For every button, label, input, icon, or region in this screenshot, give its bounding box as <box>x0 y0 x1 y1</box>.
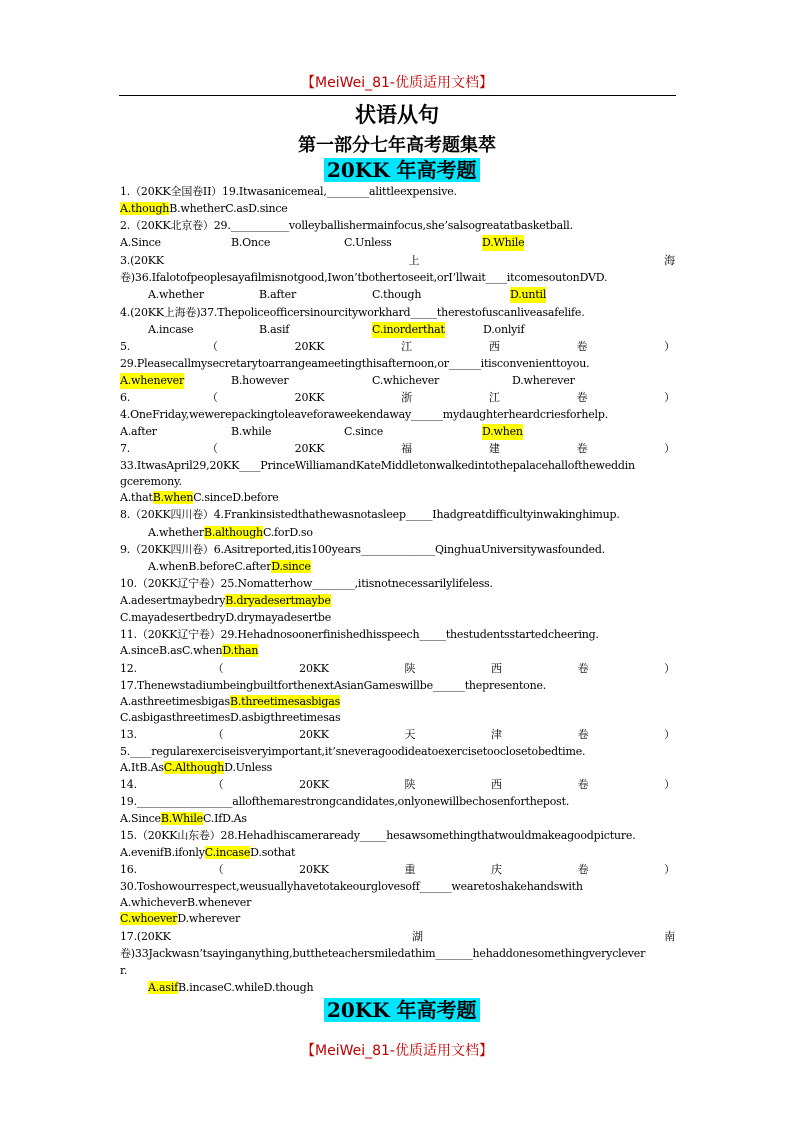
option-text: D.Unless <box>224 761 273 774</box>
q-part: 3.(20KK <box>120 254 164 267</box>
q-part: 卷 <box>576 391 588 404</box>
question-3-options <box>148 287 675 303</box>
q-part: 卷 <box>576 442 588 455</box>
year-heading: 20KK 年高考题 <box>324 158 480 182</box>
question-7-cont: gceremony. <box>120 475 182 488</box>
q-part: 20KK <box>299 863 329 876</box>
q-part: 南 <box>664 930 675 943</box>
q-part: 陕 <box>404 778 416 791</box>
question-16-options-2 <box>120 911 675 927</box>
option-c: C.though <box>372 288 422 301</box>
question-8: 8.（20KK四川卷）4.Frankinsistedthathewasnotasleep_____Ihadgreatdifficultyinwakinghimup. <box>120 508 620 521</box>
option-text: A.ItB.As <box>120 761 164 774</box>
option-a: A.whether <box>148 288 204 301</box>
q-part: 20KK <box>294 442 325 455</box>
answer-highlight: C.Although <box>163 761 225 774</box>
question-5-head <box>120 339 675 355</box>
q-part: ） <box>664 863 675 876</box>
q-part: 20KK <box>299 728 329 741</box>
q-part: ） <box>664 728 675 741</box>
option-text: B.whetherC.asD.since <box>169 202 288 215</box>
answer-highlight: B.when <box>152 491 194 504</box>
answer-highlight: B.While <box>160 812 203 825</box>
question-12: 17.ThenewstadiumbeingbuiltforthenextAsianGameswillbe______thepresentone. <box>120 679 547 692</box>
option-text: C.forD.so <box>262 526 313 539</box>
question-1: 1.（20KK全国卷II）19.Itwasanicemeal,________alittleexpensive. <box>120 185 457 198</box>
page-header: 【MeiWei_81-优质适用文档】 <box>301 75 493 91</box>
option-b: B.after <box>259 288 296 301</box>
option-text: C.IfD.As <box>202 812 247 825</box>
q-part: 14. <box>120 778 137 791</box>
question-15: 15.（20KK山东卷）28.Hehadhiscameraready_____hesawsomethingthatwouldmakeagoodpicture. <box>120 829 636 842</box>
question-14: 19.__________________allofthemarestrongcandidates,onlyonewillbechosenforthepost. <box>120 795 570 808</box>
q-part: （ <box>212 728 224 741</box>
question-17-cont: r. <box>120 964 128 977</box>
q-part: 浙 <box>401 391 412 404</box>
answer-highlight: B.threetimesasbigas <box>229 695 341 708</box>
option-b: B.Once <box>231 236 271 249</box>
q-part: 20KK <box>299 778 329 791</box>
question-3-head <box>120 253 675 269</box>
option-d: D.onlyif <box>483 323 525 336</box>
option-a: A.after <box>120 425 157 438</box>
option-d: D.wherever <box>512 374 575 387</box>
question-2: 2.（20KK北京卷）29.___________volleyballishermainfocus,she’salsogreatatbasketball. <box>120 219 573 232</box>
option-text: D.sothat <box>250 846 296 859</box>
q-part: （ <box>212 662 224 675</box>
question-6: 4.OneFriday,wewerepackingtoleaveforaweekendaway______mydaughterheardcriesforhelp. <box>120 408 608 421</box>
q-part: ） <box>664 340 675 353</box>
question-12-options-2: C.asbigasthreetimesD.asbigthreetimesas <box>120 711 341 724</box>
q-part: 江 <box>488 391 500 404</box>
page-footer: 【MeiWei_81-优质适用文档】 <box>301 1043 493 1059</box>
question-3: 卷)36.Ifalotofpeoplesayafilmisnotgood,Iwon’tbothertoseeit,orI’llwait____itcomesoutonDVD. <box>120 271 608 284</box>
q-part: ） <box>664 778 675 791</box>
q-part: 17.(20KK <box>120 930 171 943</box>
question-17-options <box>148 980 675 996</box>
q-part: 16. <box>120 863 137 876</box>
option-text: A.Since <box>120 812 161 825</box>
option-b: B.asif <box>259 323 290 336</box>
option-a: A.incase <box>148 323 194 336</box>
question-13: 5.____regularexerciseisveryimportant,it’sneveragoodideatoexercisetooclosetobedtime. <box>120 745 586 758</box>
answer-highlight: C.inorderthat <box>372 323 445 336</box>
question-17: 卷)33Jackwasn’tsayinganything,buttheteachersmiledathim_______hehaddonesomethingveryclever <box>120 947 646 960</box>
option-c: C.whichever <box>372 374 440 387</box>
q-part: 陕 <box>404 662 416 675</box>
q-part: 建 <box>488 442 500 455</box>
q-part: ） <box>664 662 675 675</box>
option-text: A.sinceB.asC.when <box>120 644 223 657</box>
option-b: B.however <box>231 374 289 387</box>
option-text: A.adesertmaybedry <box>120 594 226 607</box>
q-part: 20KK <box>299 662 329 675</box>
question-12-head <box>120 661 675 677</box>
answer-highlight: D.While <box>482 236 525 249</box>
question-10-options-1 <box>120 593 675 609</box>
question-9-options <box>148 559 675 575</box>
option-text: A.evenifB.ifonly <box>120 846 205 859</box>
q-part: 20KK <box>294 340 325 353</box>
q-part: （ <box>206 442 218 455</box>
q-part: （ <box>206 391 218 404</box>
question-4-options <box>148 322 675 338</box>
answer-highlight: C.incase <box>204 846 251 859</box>
page-subtitle: 第一部分七年高考题集萃 <box>298 135 496 156</box>
q-part: 天 <box>404 728 416 741</box>
question-10: 10.（20KK辽宁卷）25.Nomatterhow________,itisnotnecessarilylifeless. <box>120 577 493 590</box>
option-c: C.Unless <box>344 236 392 249</box>
option-text: C.sinceD.before <box>193 491 279 504</box>
question-6-options <box>120 424 675 440</box>
option-text: B.incaseC.whileD.though <box>178 981 314 994</box>
question-9: 9.（20KK四川卷）6.Asitreported,itis100years______________QinghuaUniversitywasfounded. <box>120 543 606 556</box>
q-part: 6. <box>120 391 131 404</box>
q-part: 庆 <box>491 863 502 876</box>
question-13-head <box>120 727 675 743</box>
answer-highlight: D.until <box>510 288 547 301</box>
q-part: （ <box>212 778 224 791</box>
question-12-options-1 <box>120 694 675 710</box>
q-part: 20KK <box>294 391 325 404</box>
answer-highlight: A.though <box>120 202 170 215</box>
answer-highlight: C.whoever <box>120 912 178 925</box>
question-13-options <box>120 760 675 776</box>
question-14-head <box>120 777 675 793</box>
answer-highlight: B.dryadesertmaybe <box>225 594 331 607</box>
answer-highlight: D.than <box>222 644 259 657</box>
option-a: A.Since <box>120 236 161 249</box>
question-17-head <box>120 929 675 945</box>
option-c: C.since <box>344 425 384 438</box>
q-part: 5. <box>120 340 131 353</box>
answer-highlight: D.since <box>271 560 311 573</box>
q-part: 津 <box>491 728 502 741</box>
q-part: 卷 <box>577 863 589 876</box>
q-part: ） <box>664 442 675 455</box>
year-heading-bottom: 20KK 年高考题 <box>324 998 480 1022</box>
question-4: 4.(20KK上海卷)37.Thepoliceofficersinourcityworkhard_____therestofuscanliveasafelife. <box>120 306 585 319</box>
q-part: 13. <box>120 728 137 741</box>
question-8-options <box>148 525 675 541</box>
option-text: A.that <box>120 491 153 504</box>
q-part: 海 <box>664 254 675 267</box>
q-part: 卷 <box>577 728 589 741</box>
option-b: B.while <box>231 425 272 438</box>
question-1-options <box>120 201 675 217</box>
question-10-options-2: C.mayadesertbedryD.drymayadesertbe <box>120 611 332 624</box>
question-11: 11.（20KK辽宁卷）29.Hehadnosoonerfinishedhisspeech_____thestudentsstartedcheering. <box>120 628 599 641</box>
question-16: 30.Toshowourrespect,weusuallyhavetotakeourglovesoff______wearetoshakehandswith <box>120 880 583 893</box>
question-7-head <box>120 441 675 457</box>
q-part: 福 <box>401 442 412 455</box>
answer-highlight: A.whenever <box>120 374 185 387</box>
question-16-options-1: A.whicheverB.whenever <box>120 896 252 909</box>
question-15-options <box>120 845 675 861</box>
question-5: 29.Pleasecallmysecretarytoarrangeameetingthisafternoon,or______itisconvenienttoyou. <box>120 357 590 370</box>
question-6-head <box>120 390 675 406</box>
q-part: （ <box>206 340 218 353</box>
q-part: 12. <box>120 662 137 675</box>
question-2-options <box>120 235 675 251</box>
question-14-options <box>120 811 675 827</box>
q-part: 西 <box>491 662 502 675</box>
option-text: D.wherever <box>177 912 241 925</box>
header-rule <box>119 95 676 96</box>
question-11-options <box>120 643 675 659</box>
q-part: 江 <box>401 340 412 353</box>
q-part: 卷 <box>577 662 589 675</box>
q-part: 7. <box>120 442 131 455</box>
page-title: 状语从句 <box>355 103 439 127</box>
q-part: 上 <box>408 254 420 267</box>
q-part: 湖 <box>412 930 423 943</box>
q-part: 卷 <box>576 340 588 353</box>
answer-highlight: D.when <box>482 425 523 438</box>
option-text: A.asthreetimesbigas <box>120 695 230 708</box>
question-16-head <box>120 862 675 878</box>
answer-highlight: B.although <box>203 526 263 539</box>
q-part: 重 <box>404 863 416 876</box>
question-7: 33.ItwasApril29,20KK____PrinceWilliamandKateMiddletonwalkedintothepalacehalloftheweddin <box>120 459 635 472</box>
question-5-options <box>120 373 675 389</box>
answer-highlight: A.asif <box>148 981 179 994</box>
q-part: 卷 <box>577 778 589 791</box>
option-text: A.whenB.beforeC.after <box>148 560 272 573</box>
q-part: 西 <box>491 778 502 791</box>
question-7-options <box>120 490 675 506</box>
q-part: （ <box>212 863 224 876</box>
q-part: ） <box>664 391 675 404</box>
option-text: A.whether <box>148 526 204 539</box>
q-part: 西 <box>488 340 500 353</box>
